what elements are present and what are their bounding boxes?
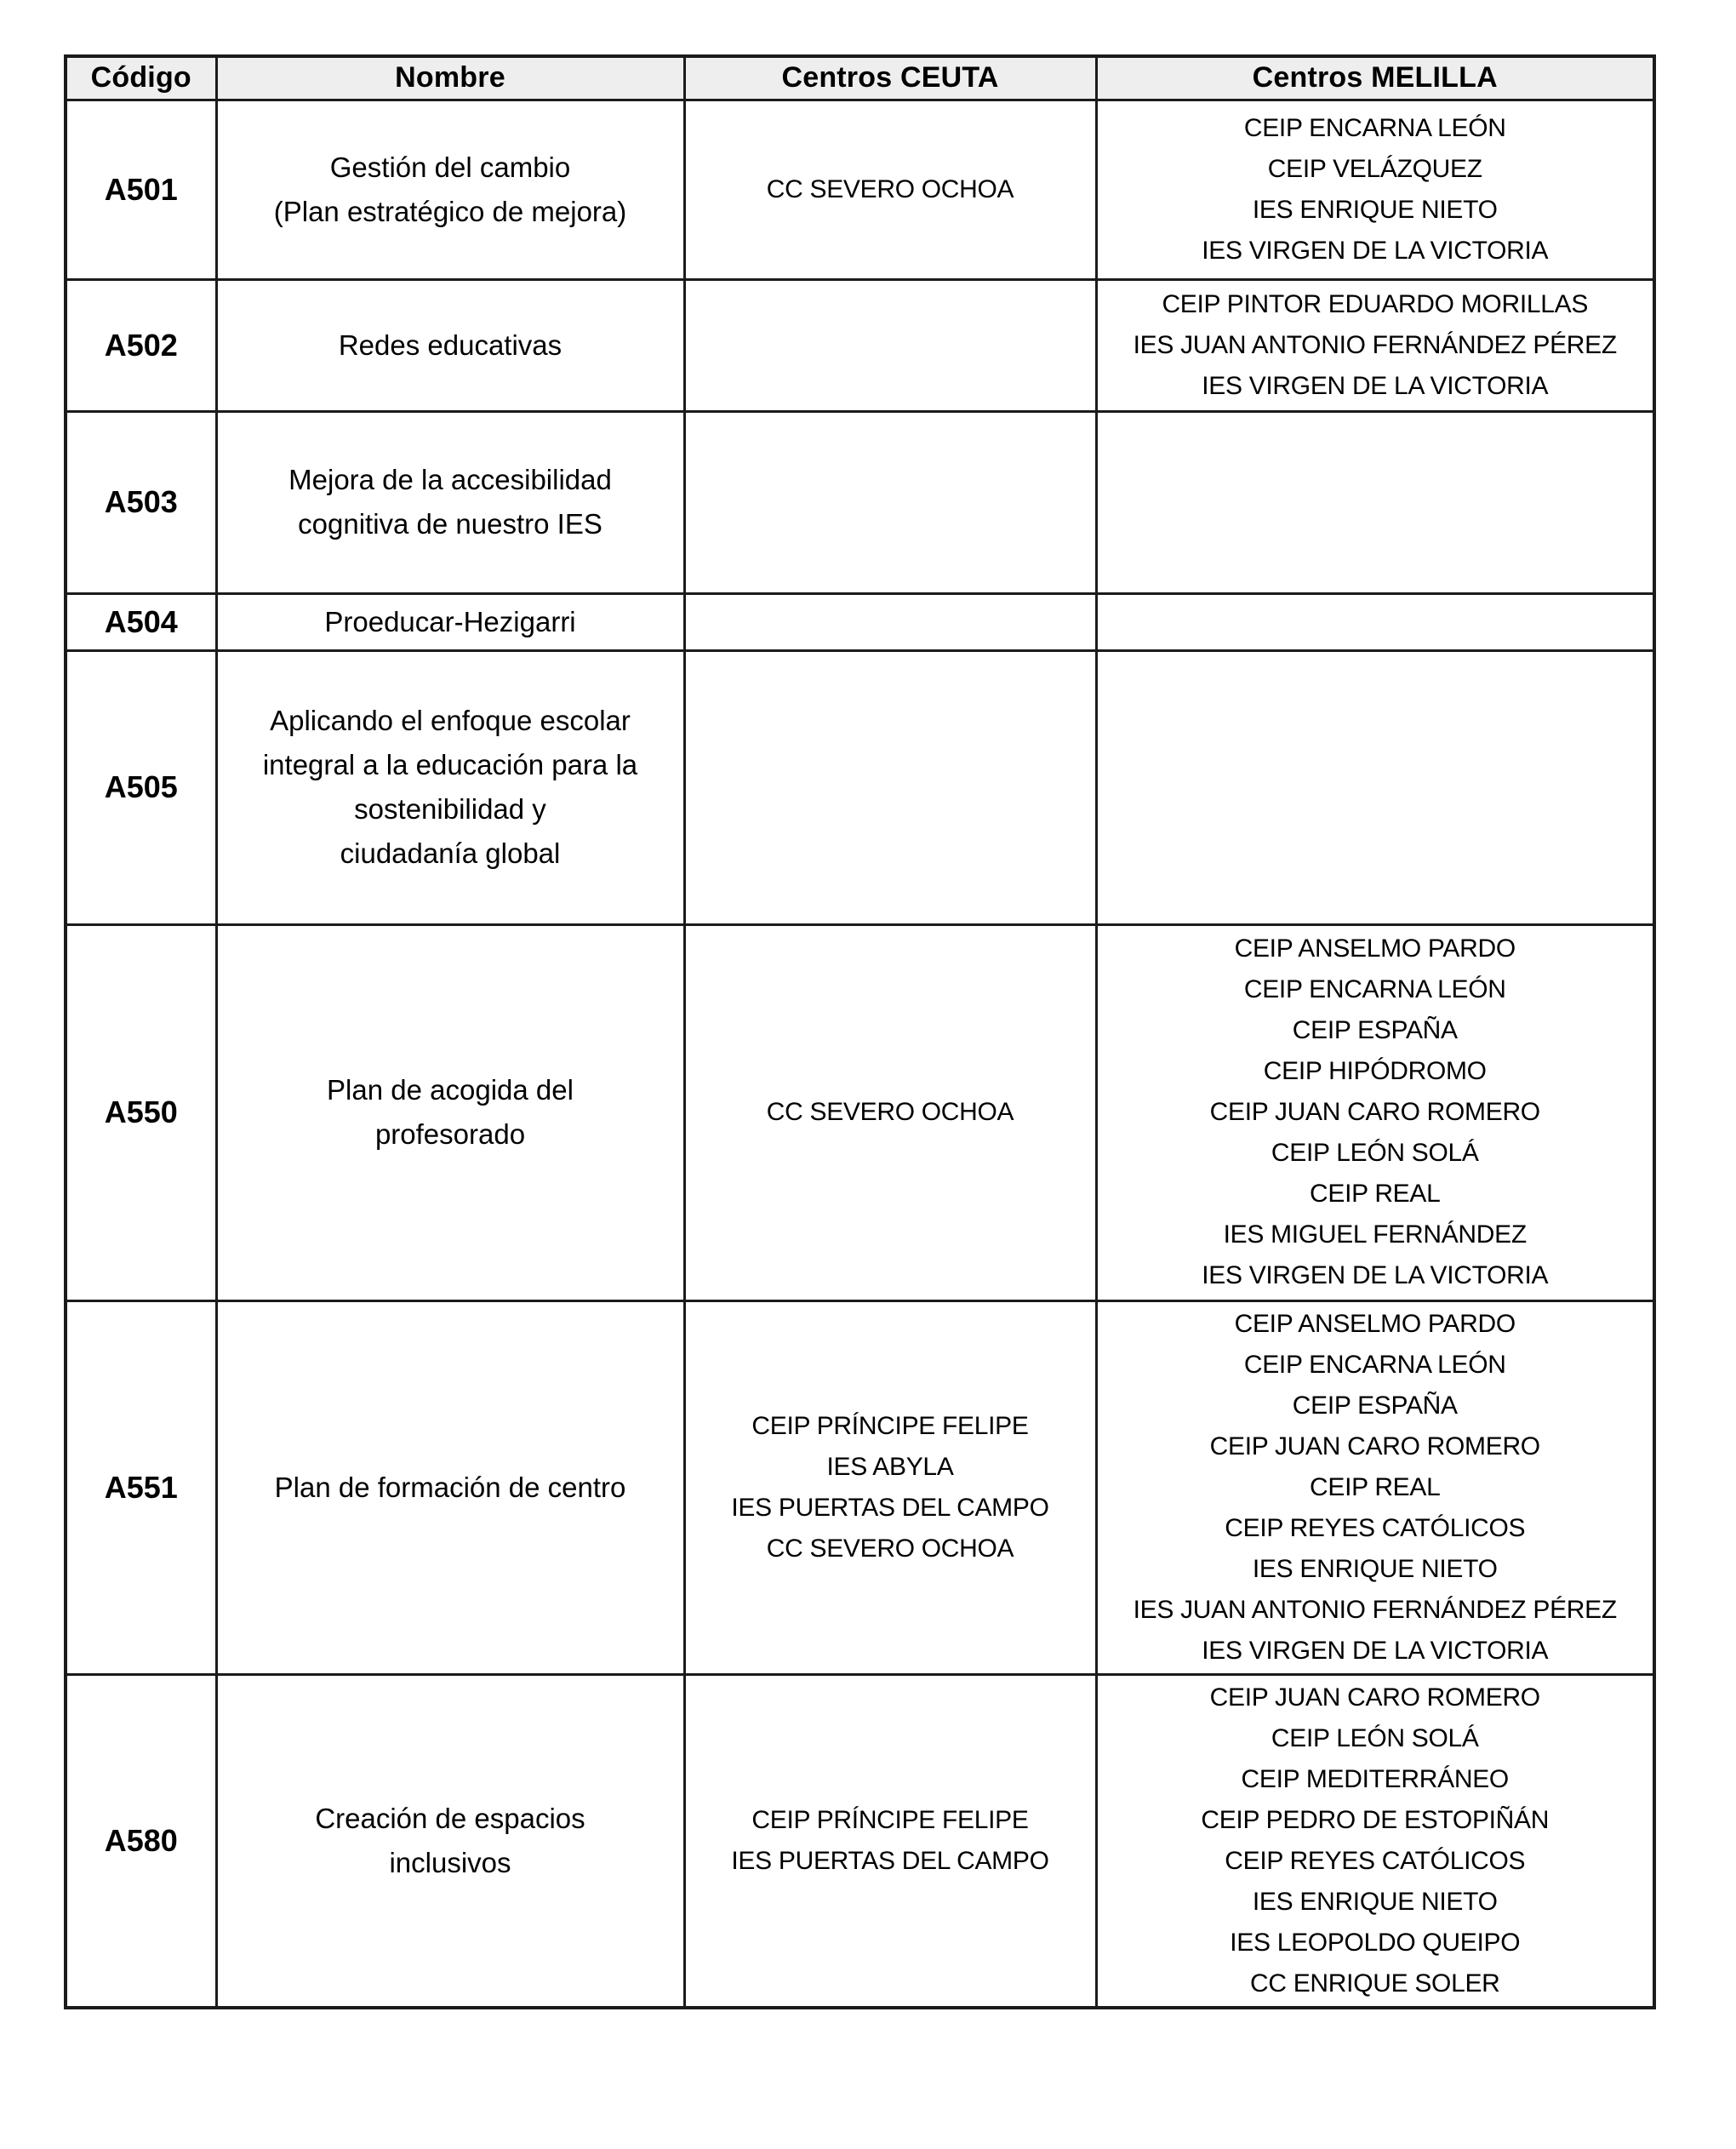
centro-melilla-line: CEIP ENCARNA LEÓN [1243, 975, 1506, 1003]
header-centros-melilla: Centros MELILLA [1096, 56, 1654, 100]
centro-melilla-line: CC ENRIQUE SOLER [1249, 1969, 1500, 1998]
cell-centros-ceuta [684, 650, 1096, 924]
centro-melilla-line: CEIP PINTOR EDUARDO MORILLAS [1162, 289, 1589, 318]
cell-nombre [216, 1674, 684, 2008]
nombre-line: ciudadanía global [340, 837, 561, 869]
cell-nombre [216, 279, 684, 411]
cell-centros-ceuta [684, 593, 1096, 650]
cell-centros-melilla [1096, 1300, 1654, 1674]
cell-codigo: A550 [66, 924, 216, 1300]
centro-melilla-line: CEIP ESPAÑA [1292, 1391, 1458, 1420]
centro-ceuta-line: CC SEVERO OCHOA [766, 174, 1014, 203]
cell-centros-ceuta [684, 279, 1096, 411]
centro-melilla-line: IES JUAN ANTONIO FERNÁNDEZ PÉREZ [1133, 1595, 1617, 1624]
nombre-line: Creación de espacios [315, 1802, 585, 1834]
cell-codigo: A580 [66, 1674, 216, 2008]
nombre-line: cognitiva de nuestro IES [298, 508, 602, 540]
centro-ceuta-line: IES ABYLA [826, 1452, 954, 1481]
centro-melilla-line: IES ENRIQUE NIETO [1252, 1554, 1498, 1583]
cell-centros-melilla [1096, 411, 1654, 593]
centro-melilla-line: IES VIRGEN DE LA VICTORIA [1202, 1261, 1549, 1289]
centro-ceuta-line: CEIP PRÍNCIPE FELIPE [751, 1411, 1029, 1440]
centro-melilla-line: CEIP REYES CATÓLICOS [1225, 1846, 1526, 1875]
centro-melilla-line: CEIP REYES CATÓLICOS [1225, 1513, 1526, 1542]
centro-ceuta-line: CC SEVERO OCHOA [766, 1534, 1014, 1563]
centro-melilla-line: IES ENRIQUE NIETO [1252, 195, 1498, 224]
centro-melilla-line: IES MIGUEL FERNÁNDEZ [1223, 1220, 1527, 1249]
nombre-line: Plan de acogida del [327, 1074, 574, 1106]
header-codigo: Código [66, 56, 216, 100]
centro-melilla-line: CEIP PEDRO DE ESTOPIÑÁN [1201, 1805, 1550, 1834]
table-row [66, 100, 1654, 279]
nombre-line: integral a la educación para la [262, 749, 638, 780]
cell-centros-melilla [1096, 1674, 1654, 2008]
cell-nombre [216, 593, 684, 650]
centro-melilla-line: CEIP JUAN CARO ROMERO [1209, 1098, 1540, 1126]
cell-centros-ceuta [684, 924, 1096, 1300]
table-row [66, 1674, 1654, 2008]
nombre-line: Proeducar-Hezigarri [324, 605, 576, 637]
cell-centros-ceuta [684, 100, 1096, 279]
table-row [66, 411, 1654, 593]
cell-centros-ceuta [684, 1300, 1096, 1674]
centro-melilla-line: CEIP LEÓN SOLÁ [1271, 1139, 1479, 1167]
centro-ceuta-line: IES PUERTAS DEL CAMPO [731, 1493, 1049, 1522]
nombre-line: sostenibilidad y [354, 793, 546, 825]
header-centros-ceuta: Centros CEUTA [684, 56, 1096, 100]
centro-melilla-line: CEIP MEDITERRÁNEO [1241, 1764, 1509, 1793]
nombre-line: Gestión del cambio [329, 151, 571, 183]
centro-melilla-line: CEIP ENCARNA LEÓN [1243, 1350, 1506, 1379]
cell-centros-melilla [1096, 650, 1654, 924]
table-row [66, 924, 1654, 1300]
nombre-line: Aplicando el enfoque escolar [270, 705, 631, 736]
nombre-line: Mejora de la accesibilidad [288, 464, 612, 495]
centro-melilla-line: IES VIRGEN DE LA VICTORIA [1202, 371, 1549, 400]
cell-nombre [216, 650, 684, 924]
centro-ceuta-line: IES PUERTAS DEL CAMPO [731, 1846, 1049, 1875]
nombre-line: Redes educativas [338, 329, 562, 361]
cell-codigo: A505 [66, 650, 216, 924]
centro-melilla-line: CEIP JUAN CARO ROMERO [1209, 1432, 1540, 1460]
cell-centros-ceuta [684, 411, 1096, 593]
cell-codigo: A551 [66, 1300, 216, 1674]
nombre-line: profesorado [374, 1118, 526, 1150]
table-row [66, 1300, 1654, 1674]
centro-melilla-line: IES JUAN ANTONIO FERNÁNDEZ PÉREZ [1133, 330, 1617, 359]
cell-codigo: A502 [66, 279, 216, 411]
cell-centros-melilla [1096, 924, 1654, 1300]
cell-nombre [216, 924, 684, 1300]
table-row [66, 279, 1654, 411]
table-row [66, 650, 1654, 924]
centro-melilla-line: CEIP JUAN CARO ROMERO [1209, 1683, 1540, 1712]
cell-nombre [216, 100, 684, 279]
cell-codigo: A501 [66, 100, 216, 279]
centro-melilla-line: CEIP REAL [1310, 1472, 1441, 1501]
centro-melilla-line: CEIP ENCARNA LEÓN [1243, 113, 1506, 142]
cell-codigo: A503 [66, 411, 216, 593]
cell-centros-melilla [1096, 593, 1654, 650]
cell-nombre [216, 411, 684, 593]
nombre-line: Plan de formación de centro [274, 1471, 626, 1503]
centro-melilla-line: IES VIRGEN DE LA VICTORIA [1202, 236, 1549, 265]
centro-melilla-line: IES LEOPOLDO QUEIPO [1230, 1928, 1521, 1957]
header-nombre: Nombre [216, 56, 684, 100]
cell-nombre [216, 1300, 684, 1674]
centro-melilla-line: CEIP VELÁZQUEZ [1267, 154, 1482, 183]
centro-melilla-line: CEIP HIPÓDROMO [1263, 1057, 1487, 1085]
programs-table [64, 54, 1656, 2009]
table-row [66, 593, 1654, 650]
centro-ceuta-line: CC SEVERO OCHOA [766, 1098, 1014, 1126]
cell-codigo: A504 [66, 593, 216, 650]
centro-melilla-line: CEIP ESPAÑA [1292, 1016, 1458, 1044]
table-header-row [66, 56, 1654, 100]
centro-melilla-line: CEIP LEÓN SOLÁ [1271, 1723, 1479, 1752]
cell-centros-ceuta [684, 1674, 1096, 2008]
centro-melilla-line: IES ENRIQUE NIETO [1252, 1887, 1498, 1916]
centro-ceuta-line: CEIP PRÍNCIPE FELIPE [751, 1805, 1029, 1834]
nombre-line: inclusivos [389, 1846, 511, 1878]
centro-melilla-line: IES VIRGEN DE LA VICTORIA [1202, 1636, 1549, 1665]
centro-melilla-line: CEIP REAL [1310, 1180, 1441, 1208]
centro-melilla-line: CEIP ANSELMO PARDO [1234, 934, 1516, 963]
nombre-line: (Plan estratégico de mejora) [273, 195, 627, 227]
cell-centros-melilla [1096, 279, 1654, 411]
cell-centros-melilla [1096, 100, 1654, 279]
centro-melilla-line: CEIP ANSELMO PARDO [1234, 1309, 1516, 1338]
